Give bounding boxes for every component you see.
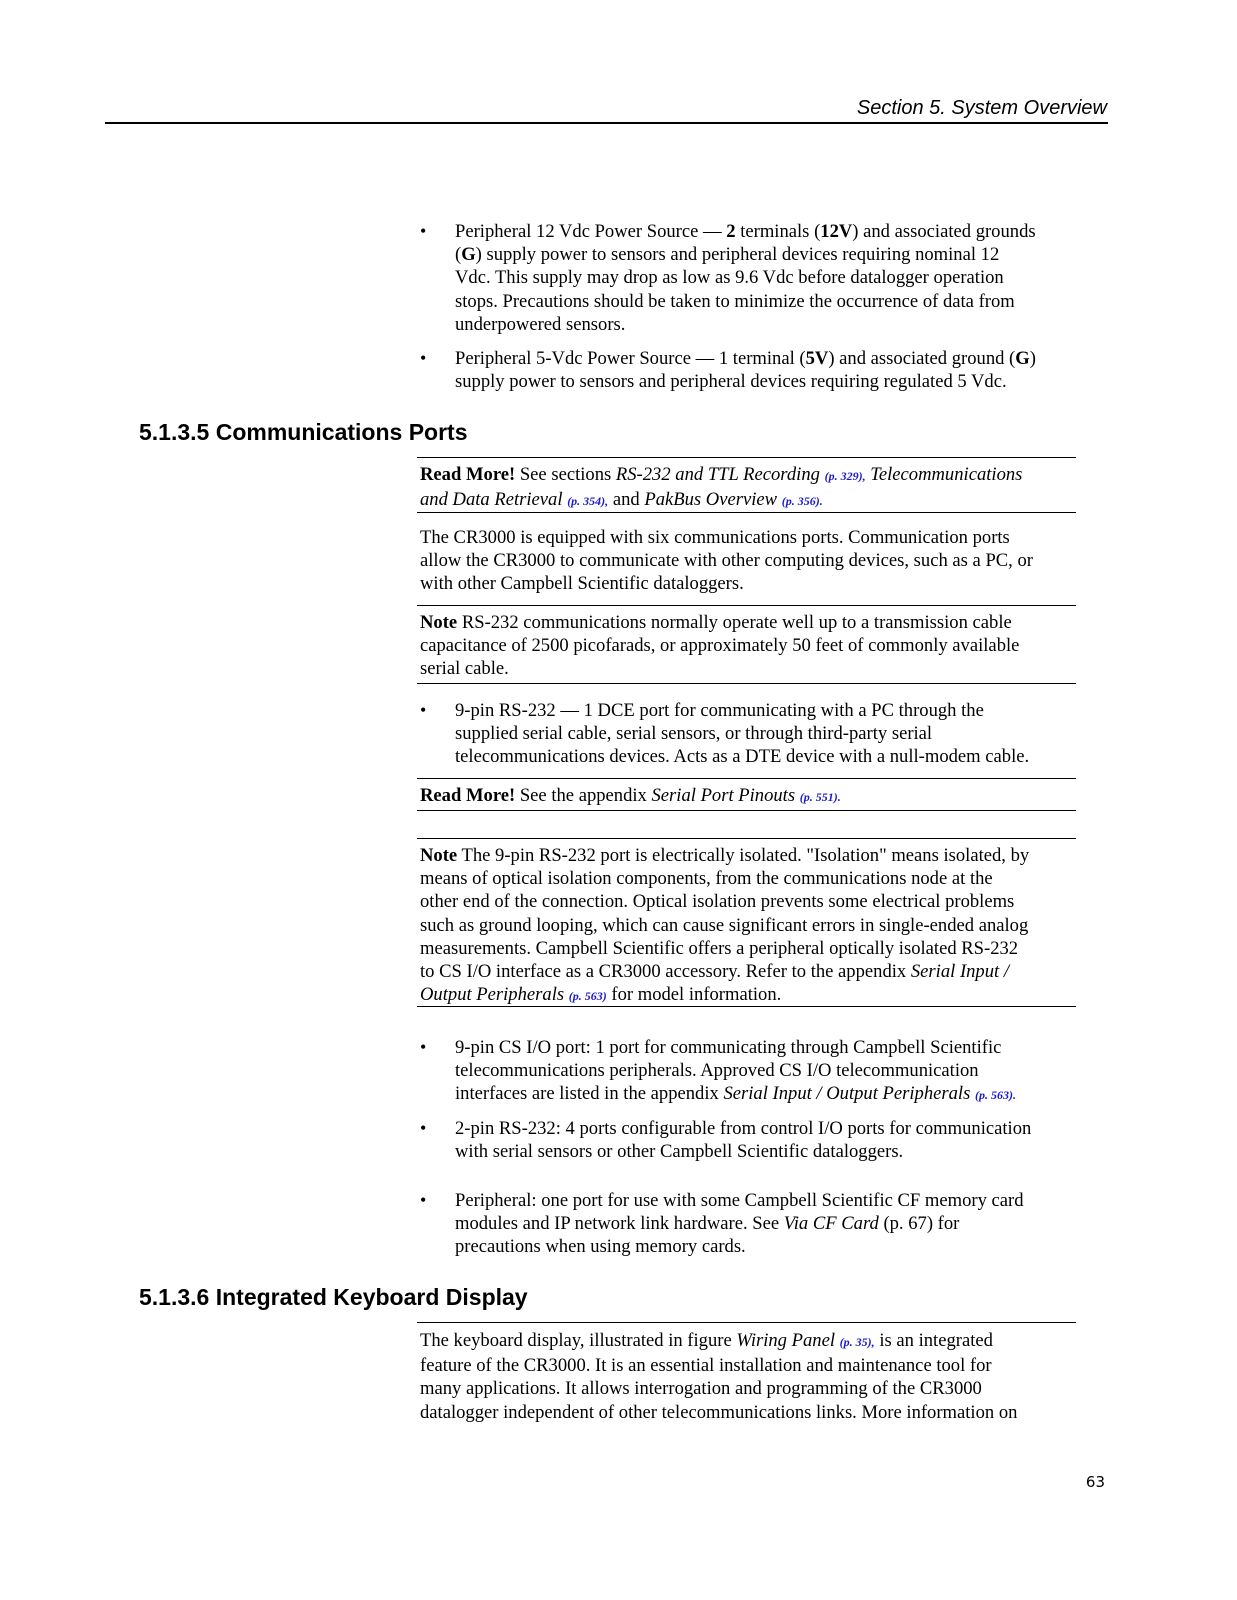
page-number: 63 — [1085, 1473, 1105, 1491]
note-box-cable-capacitance: Note RS-232 communications normally operate well up to a transmission cable capacitance of 2500 picofarads, or approximately 50 feet of commonly available serial cable. — [420, 612, 1020, 680]
section-heading-keyboard-display: 5.1.3.6 Integrated Keyboard Display — [139, 1284, 528, 1310]
cs-io-port-bullet: 9-pin CS I/O port: 1 port for communicating through Campbell Scientific telecommunications peripherals. Approved CS I/O telecommunication interfaces are listed in the appendix Serial Input / Output Peripherals (p. 563). — [455, 1037, 1016, 1105]
box-rule — [417, 810, 1076, 811]
box-rule — [417, 605, 1076, 606]
box-rule — [417, 683, 1076, 684]
box-rule — [417, 1322, 1076, 1323]
xref-p35-link[interactable]: (p. 35), — [839, 1335, 875, 1349]
note-box-isolation: Note The 9-pin RS-232 port is electrically isolated. "Isolation" means isolated, by means of optical isolation components, from the communications node at the other end of the connection. Optical isolation prevents some electrical problems such as ground looping, which can cause significant errors in single-ended analog measurements. Campbell Scientific offers a peripheral optically isolated RS-232 to CS I/O interface as a CR3000 accessory. Refer to the appendix Serial Input / Output Peripherals (p. 563) for model information. — [420, 845, 1030, 1006]
box-rule — [417, 1006, 1076, 1007]
running-header: Section 5. System Overview — [856, 97, 1107, 119]
xref-p354-link[interactable]: (p. 354), — [567, 494, 609, 509]
comm-ports-intro-paragraph: The CR3000 is equipped with six communications ports. Communication ports allow the CR3000 to communicate with other computing devices, such as a PC, or with other Campbell Scientific dataloggers. — [420, 527, 1033, 595]
read-more-box-serial-pinouts: Read More! See the appendix Serial Port Pinouts (p. 551). — [420, 785, 841, 806]
bullet-marker: • — [420, 1037, 427, 1057]
read-more-box: Read More! See sections RS-232 and TTL Recording (p. 329), Telecommunications and Data Retrieval (p. 354), and PakBus Overview (p. 356). — [420, 464, 1023, 511]
bullet-marker: • — [420, 1190, 427, 1210]
power-bullet-5v: Peripheral 5-Vdc Power Source — 1 terminal (5V) and associated ground (G) supply power to sensors and peripheral devices requiring regulated 5 Vdc. — [455, 348, 1036, 393]
xref-p329-link[interactable]: (p. 329), — [824, 469, 866, 483]
power-bullet-12v: Peripheral 12 Vdc Power Source — 2 terminals (12V) and associated grounds (G) supply power to sensors and peripheral devices requiring nominal 12 Vdc. This supply may drop as low as 9.6 Vdc before datalogger operation stops. Precautions should be taken to minimize the occurrence of data from underpowered sensors. — [455, 221, 1036, 335]
box-rule — [417, 457, 1076, 458]
rs232-2pin-bullet: 2-pin RS-232: 4 ports configurable from control I/O ports for communication with serial sensors or other Campbell Scientific dataloggers. — [455, 1118, 1032, 1163]
header-rule — [105, 122, 1108, 124]
xref-p356-link[interactable]: (p. 356). — [781, 494, 823, 509]
rs232-9pin-bullet: 9-pin RS-232 — 1 DCE port for communicating with a PC through the supplied serial cable, serial sensors, or through third-party serial telecommunications devices. Acts as a DTE device with a null-modem cable. — [455, 700, 1030, 768]
section-heading-communications-ports: 5.1.3.5 Communications Ports — [139, 419, 468, 445]
box-rule — [417, 512, 1076, 513]
bullet-marker: • — [420, 221, 427, 241]
xref-p563-link[interactable]: (p. 563). — [975, 1088, 1016, 1103]
bullet-marker: • — [420, 700, 427, 720]
bullet-marker: • — [420, 348, 427, 368]
peripheral-port-bullet: Peripheral: one port for use with some Campbell Scientific CF memory card modules and IP network link hardware. See Via CF Card (p. 67) for precautions when using memory cards. — [455, 1190, 1024, 1258]
box-rule — [417, 778, 1076, 779]
xref-p563-link[interactable]: (p. 563) — [568, 989, 607, 1004]
xref-p551-link[interactable]: (p. 551). — [799, 790, 841, 804]
keyboard-display-paragraph: The keyboard display, illustrated in figure Wiring Panel (p. 35), is an integrated feature of the CR3000. It is an essential installation and maintenance tool for many applications. It allows interrogation and programming of the CR3000 datalogger independent of other telecommunications links. More information on — [420, 1330, 1018, 1423]
bullet-marker: • — [420, 1118, 427, 1138]
box-rule — [417, 838, 1076, 839]
